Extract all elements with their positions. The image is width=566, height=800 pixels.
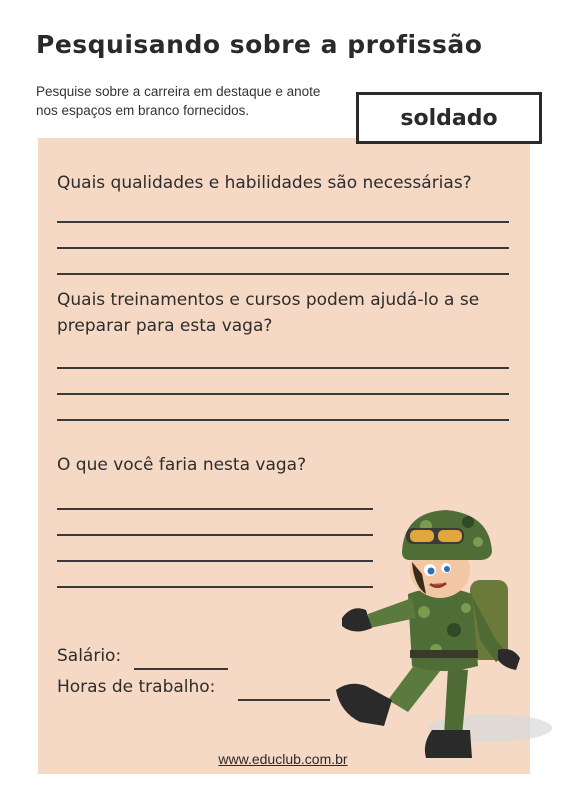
question-2: Quais treinamentos e cursos podem ajudá-lo a se preparar para esta vaga? xyxy=(57,290,480,336)
answer-line[interactable] xyxy=(57,367,509,369)
answer-line[interactable] xyxy=(57,273,509,275)
question-3: O que você faria nesta vaga? xyxy=(57,455,307,475)
salary-label: Salário: xyxy=(57,646,122,666)
page-title: Pesquisando sobre a profissão xyxy=(36,30,483,59)
hours-label: Horas de trabalho: xyxy=(57,677,216,697)
soldier-illustration xyxy=(330,490,560,780)
answer-line[interactable] xyxy=(57,560,373,562)
salary-input-line[interactable] xyxy=(134,668,228,670)
answer-line[interactable] xyxy=(57,419,509,421)
answer-line[interactable] xyxy=(57,508,373,510)
answer-line[interactable] xyxy=(57,221,509,223)
career-label: soldado xyxy=(400,105,498,131)
question-1: Quais qualidades e habilidades são necessárias? xyxy=(57,173,472,193)
career-box xyxy=(356,92,542,144)
hours-input-line[interactable] xyxy=(238,699,330,701)
answer-line[interactable] xyxy=(57,586,373,588)
footer-link[interactable]: www.educlub.com.br xyxy=(218,751,348,767)
answer-line[interactable] xyxy=(57,534,373,536)
instructions-text: Pesquise sobre a carreira em destaque e anote nos espaços em branco fornecidos. xyxy=(36,84,321,118)
answer-line[interactable] xyxy=(57,393,509,395)
answer-line[interactable] xyxy=(57,247,509,249)
